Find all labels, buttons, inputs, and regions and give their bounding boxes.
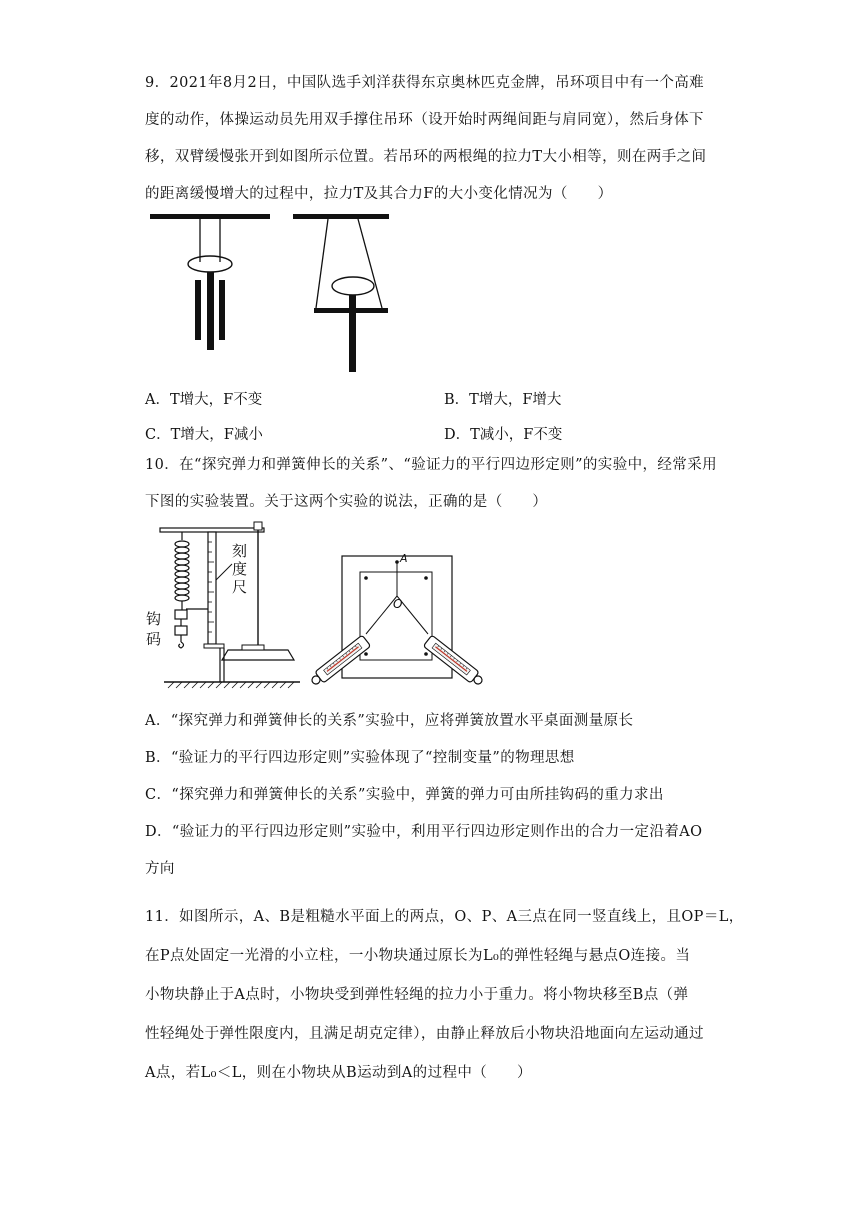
ruler [208, 532, 216, 644]
option-b[interactable]: B．“验证力的平行四边形定则”实验体现了“控制变量”的物理思想 [145, 750, 575, 766]
option-d-continued[interactable]: 方向 [145, 861, 175, 877]
weight-label-char: 码 [146, 630, 162, 648]
ring-ellipse [188, 256, 232, 272]
question-line: 在P点处固定一光滑的小立柱，一小物块通过原长为L₀的弹性轻绳与悬点O连接。当 [145, 948, 691, 964]
point-a-label: A [400, 552, 408, 565]
question-line: 度的动作，体操运动员先用双手撑住吊环（设开始时两绳间距与肩同宽），然后身体下 [145, 112, 704, 128]
left-ceiling-bar [150, 214, 270, 219]
option-d[interactable]: D．“验证力的平行四边形定则”实验中，利用平行四边形定则作出的合力一定沿着AO [145, 824, 703, 840]
table-top [204, 644, 224, 648]
hook-weights [175, 610, 187, 648]
question-line: 的距离缓慢增大的过程中，拉力T及其合力F的大小变化情况为（ ） [145, 186, 613, 202]
point-a [395, 560, 399, 564]
question-line: A点，若L₀＜L，则在小物块从B运动到A的过程中（ ） [145, 1065, 532, 1081]
base-knob [242, 645, 264, 650]
left-arm [195, 280, 201, 340]
question-line: 移，双臂缓慢张开到如图所示位置。若吊环的两根绳的拉力T大小相等，则在两手之间 [145, 149, 707, 165]
question-line: 性轻绳处于弹性限度内，且满足胡克定律），由静止释放后小物块沿地面向左运动通过 [145, 1026, 704, 1042]
body [349, 295, 356, 372]
point-o-label: O [393, 597, 403, 611]
option-a[interactable]: A．T增大，F不变 [145, 392, 263, 408]
force-board-figure [306, 550, 490, 692]
ruler-label-char: 刻 [232, 542, 248, 560]
right-arm [219, 280, 225, 340]
question-line: 11．如图所示，A、B是粗糙水平面上的两点，O、P、A三点在同一竖直线上，且OP＝L， [145, 909, 744, 925]
ruler-label-char: 尺 [232, 578, 248, 596]
left-rope-spread [316, 219, 328, 308]
spring-apparatus-figure [142, 520, 302, 692]
ruler-label-leader [216, 564, 232, 580]
question-line: 9．2021年8月2日，中国队选手刘洋获得东京奥林匹克金牌，吊环项目中有一个高难 [145, 75, 705, 91]
ground-hatch [168, 682, 294, 688]
ruler-label-char: 度 [232, 560, 248, 578]
clamp [254, 522, 262, 530]
question-11-text [145, 898, 744, 1093]
option-a[interactable]: A．“探究弹力和弹簧伸长的关系”实验中，应将弹簧放置水平桌面测量原长 [145, 713, 634, 729]
ring-ellipse [332, 277, 374, 295]
question-10-options [145, 703, 717, 888]
question-line: 小物块静止于A点时，小物块受到弹性轻绳的拉力小于重力。将小物块移至B点（弹 [145, 987, 689, 1003]
weight-label-char: 钩 [146, 610, 162, 628]
question-line: 下图的实验装置。关于这两个实验的说法，正确的是（ ） [145, 494, 548, 510]
option-c[interactable]: C．T增大，F减小 [145, 427, 263, 443]
option-b[interactable]: B．T增大，F增大 [444, 392, 562, 408]
spring [175, 532, 189, 610]
question-line: 10．在“探究弹力和弹簧伸长的关系”、“验证力的平行四边形定则”的实验中，经常采用 [145, 457, 717, 473]
question-10-text [145, 447, 717, 521]
right-ceiling-bar [293, 214, 389, 219]
option-d[interactable]: D．T减小，F不变 [444, 427, 563, 443]
rings-figure [148, 210, 398, 378]
question-9-text [145, 65, 717, 213]
body [207, 272, 214, 350]
stand-base [222, 650, 294, 660]
option-c[interactable]: C．“探究弹力和弹簧伸长的关系”实验中，弹簧的弹力可由所挂钩码的重力求出 [145, 787, 664, 803]
paper [360, 572, 432, 660]
